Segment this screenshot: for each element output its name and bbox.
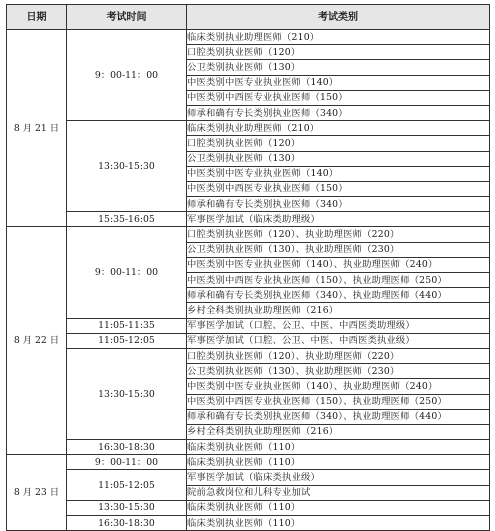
exam-category-cell: 公卫类别执业医师（130）	[187, 60, 490, 75]
date-cell: 8 月 21 日	[7, 30, 67, 227]
exam-category-cell: 师承和确有专长类别执业医师（340）、执业助理医师（440）	[187, 409, 490, 424]
exam-category-cell: 临床类别执业医师（110）	[187, 500, 490, 515]
exam-category-cell: 临床类别执业医师（110）	[187, 455, 490, 470]
exam-schedule-table	[6, 4, 490, 531]
header-time: 考试时间	[67, 5, 187, 30]
exam-category-cell: 临床类别执业医师（110）	[187, 440, 490, 455]
exam-category-cell: 口腔类别执业医师（120）	[187, 45, 490, 60]
exam-category-cell: 公卫类别执业医师（130）、执业助理医师（230）	[187, 364, 490, 379]
schedule-body	[7, 30, 490, 531]
exam-category-cell: 临床类别执业医师（110）	[187, 516, 490, 531]
exam-category-cell: 中医类别中医专业执业医师（140）、执业助理医师（240）	[187, 379, 490, 394]
table-row	[7, 455, 490, 470]
table-row	[7, 516, 490, 531]
time-cell: 9：00-11：00	[67, 455, 187, 470]
time-cell: 15:35-16:05	[67, 212, 187, 227]
exam-category-cell: 中医类别中医专业执业医师（140）、执业助理医师（240）	[187, 257, 490, 272]
table-row	[7, 348, 490, 363]
exam-category-cell: 公卫类别执业医师（130）、执业助理医师（230）	[187, 242, 490, 257]
date-cell: 8 月 23 日	[7, 455, 67, 531]
exam-category-cell: 乡村全科类别执业助理医师（216）	[187, 424, 490, 439]
exam-category-cell: 军事医学加试（临床类助理级）	[187, 212, 490, 227]
table-row	[7, 500, 490, 515]
header-exam-category: 考试类别	[187, 5, 490, 30]
time-cell: 13:30-15:30	[67, 121, 187, 212]
exam-category-cell: 中医类别中医专业执业医师（140）	[187, 166, 490, 181]
table-row	[7, 318, 490, 333]
time-cell: 9：00-11：00	[67, 227, 187, 318]
exam-category-cell: 师承和确有专长类别执业医师（340）、执业助理医师（440）	[187, 288, 490, 303]
table-row	[7, 470, 490, 485]
exam-category-cell: 临床类别执业助理医师（210）	[187, 121, 490, 136]
exam-category-cell: 中医类别中西医专业执业医师（150）	[187, 181, 490, 196]
time-cell: 11:05-11:35	[67, 318, 187, 333]
exam-category-cell: 乡村全科类别执业助理医师（216）	[187, 303, 490, 318]
time-cell: 11:05-12:05	[67, 333, 187, 348]
time-cell: 16:30-18:30	[67, 440, 187, 455]
header-date: 日期	[7, 5, 67, 30]
time-cell: 11:05-12:05	[67, 470, 187, 500]
exam-category-cell: 口腔类别执业医师（120）、执业助理医师（220）	[187, 348, 490, 363]
date-cell: 8 月 22 日	[7, 227, 67, 455]
time-cell: 9：00-11：00	[67, 30, 187, 121]
table-row	[7, 333, 490, 348]
exam-category-cell: 师承和确有专长类别执业医师（340）	[187, 105, 490, 120]
time-cell: 16:30-18:30	[67, 516, 187, 531]
header-row	[7, 5, 490, 30]
exam-category-cell: 军事医学加试（口腔、公卫、中医、中西医类助理级）	[187, 318, 490, 333]
exam-category-cell: 口腔类别执业医师（120）	[187, 136, 490, 151]
exam-category-cell: 公卫类别执业医师（130）	[187, 151, 490, 166]
exam-category-cell: 临床类别执业助理医师（210）	[187, 30, 490, 45]
exam-category-cell: 师承和确有专长类别执业医师（340）	[187, 197, 490, 212]
table-row	[7, 121, 490, 136]
exam-category-cell: 军事医学加试（口腔、公卫、中医、中西医类执业级）	[187, 333, 490, 348]
table-row	[7, 212, 490, 227]
exam-category-cell: 中医类别中医专业执业医师（140）	[187, 75, 490, 90]
exam-category-cell: 院前急救岗位和儿科专业加试	[187, 485, 490, 500]
exam-category-cell: 军事医学加试（临床类执业级）	[187, 470, 490, 485]
table-row	[7, 30, 490, 45]
exam-category-cell: 中医类别中西医专业执业医师（150）、执业助理医师（250）	[187, 273, 490, 288]
table-row	[7, 227, 490, 242]
time-cell: 13:30-15:30	[67, 500, 187, 515]
exam-category-cell: 口腔类别执业医师（120）、执业助理医师（220）	[187, 227, 490, 242]
table-row	[7, 440, 490, 455]
exam-category-cell: 中医类别中西医专业执业医师（150）	[187, 90, 490, 105]
time-cell: 13:30-15:30	[67, 348, 187, 439]
exam-category-cell: 中医类别中西医专业执业医师（150）、执业助理医师（250）	[187, 394, 490, 409]
